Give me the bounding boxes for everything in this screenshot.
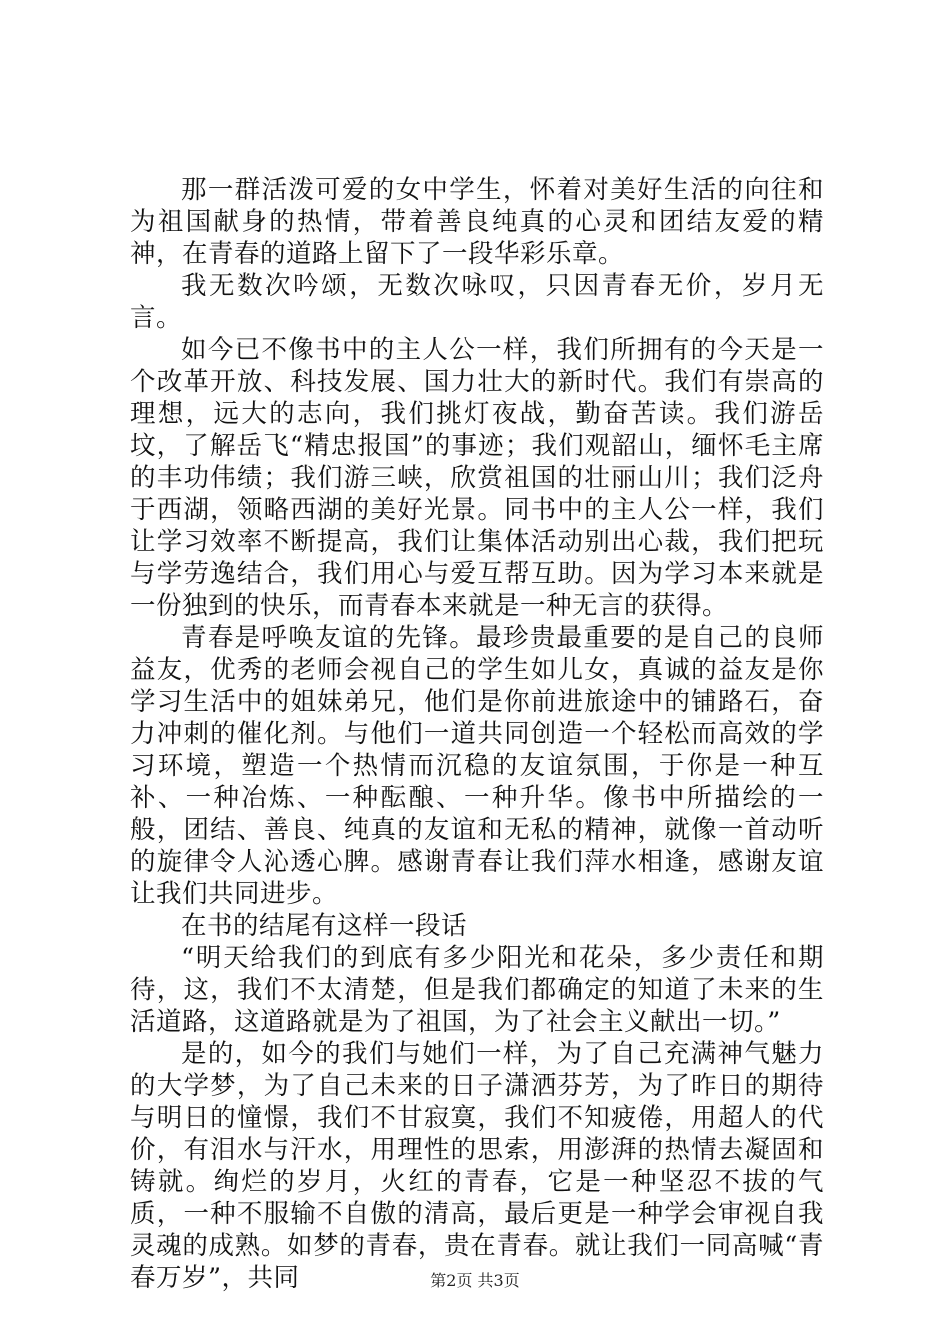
page-number-footer: 第2页 共3页 — [430, 1271, 520, 1290]
paragraph: 是的，如今的我们与她们一样，为了自己充满神气魅力的大学梦，为了自己未来的日子潇洒芬芳，为了昨日的期待与明日的憧憬，我们不甘寂寞，我们不知疲倦，用超人的代价，有泪水与汗水，用理性的思索，用澎湃的热情去凝固和铸就。绚烂的岁月，火红的青春，它是一种坚忍不拔的气质，一种不服输不自傲的清高，最后更是一种学会审视自我灵魂的成熟。如梦的青春，贵在青春。就让我们一同高喊“青春万岁”，共同 — [130, 1039, 824, 1293]
paragraph: 青春是呼唤友谊的先锋。最珍贵最重要的是自己的良师益友，优秀的老师会视自己的学生如儿女，真诚的益友是你学习生活中的姐妹弟兄，他们是你前进旅途中的铺路石，奋力冲刺的催化剂。与他们一道共同创造一个轻松而高效的学习环境，塑造一个热情而沉稳的友谊氛围，于你是一种互补、一种冶炼、一种酝酿、一种升华。像书中所描绘的一般，团结、善良、纯真的友谊和无私的精神，就像一首动听的旋律令人沁透心脾。感谢青春让我们萍水相逢，感谢友谊让我们共同进步。 — [130, 623, 824, 909]
paragraph: 在书的结尾有这样一段话 — [181, 911, 468, 941]
quotation-paragraph: “明天给我们的到底有多少阳光和花朵，多少责任和期待，这，我们不太清楚，但是我们都确定的知道了未来的生活道路，这道路就是为了祖国，为了社会主义献出一切。” — [130, 943, 824, 1037]
document-body — [130, 174, 824, 1294]
paragraph: 我无数次吟颂，无数次咏叹，只因青春无价，岁月无言。 — [130, 271, 824, 333]
paragraph: 那一群活泼可爱的女中学生，怀着对美好生活的向往和为祖国献身的热情，带着善良纯真的心灵和团结友爱的精神，在青春的道路上留下了一段华彩乐章。 — [130, 175, 824, 269]
paragraph: 如今已不像书中的主人公一样，我们所拥有的今天是一个改革开放、科技发展、国力壮大的新时代。我们有崇高的理想，远大的志向，我们挑灯夜战，勤奋苦读。我们游岳坟，了解岳飞“精忠报国”的事迹；我们观韶山，缅怀毛主席的丰功伟绩；我们游三峡，欣赏祖国的壮丽山川；我们泛舟于西湖，领略西湖的美好光景。同书中的主人公一样，我们让学习效率不断提高，我们让集体活动别出心裁，我们把玩与学劳逸结合，我们用心与爱互帮互助。因为学习本来就是一份独到的快乐，而青春本来就是一种无言的获得。 — [130, 335, 824, 621]
